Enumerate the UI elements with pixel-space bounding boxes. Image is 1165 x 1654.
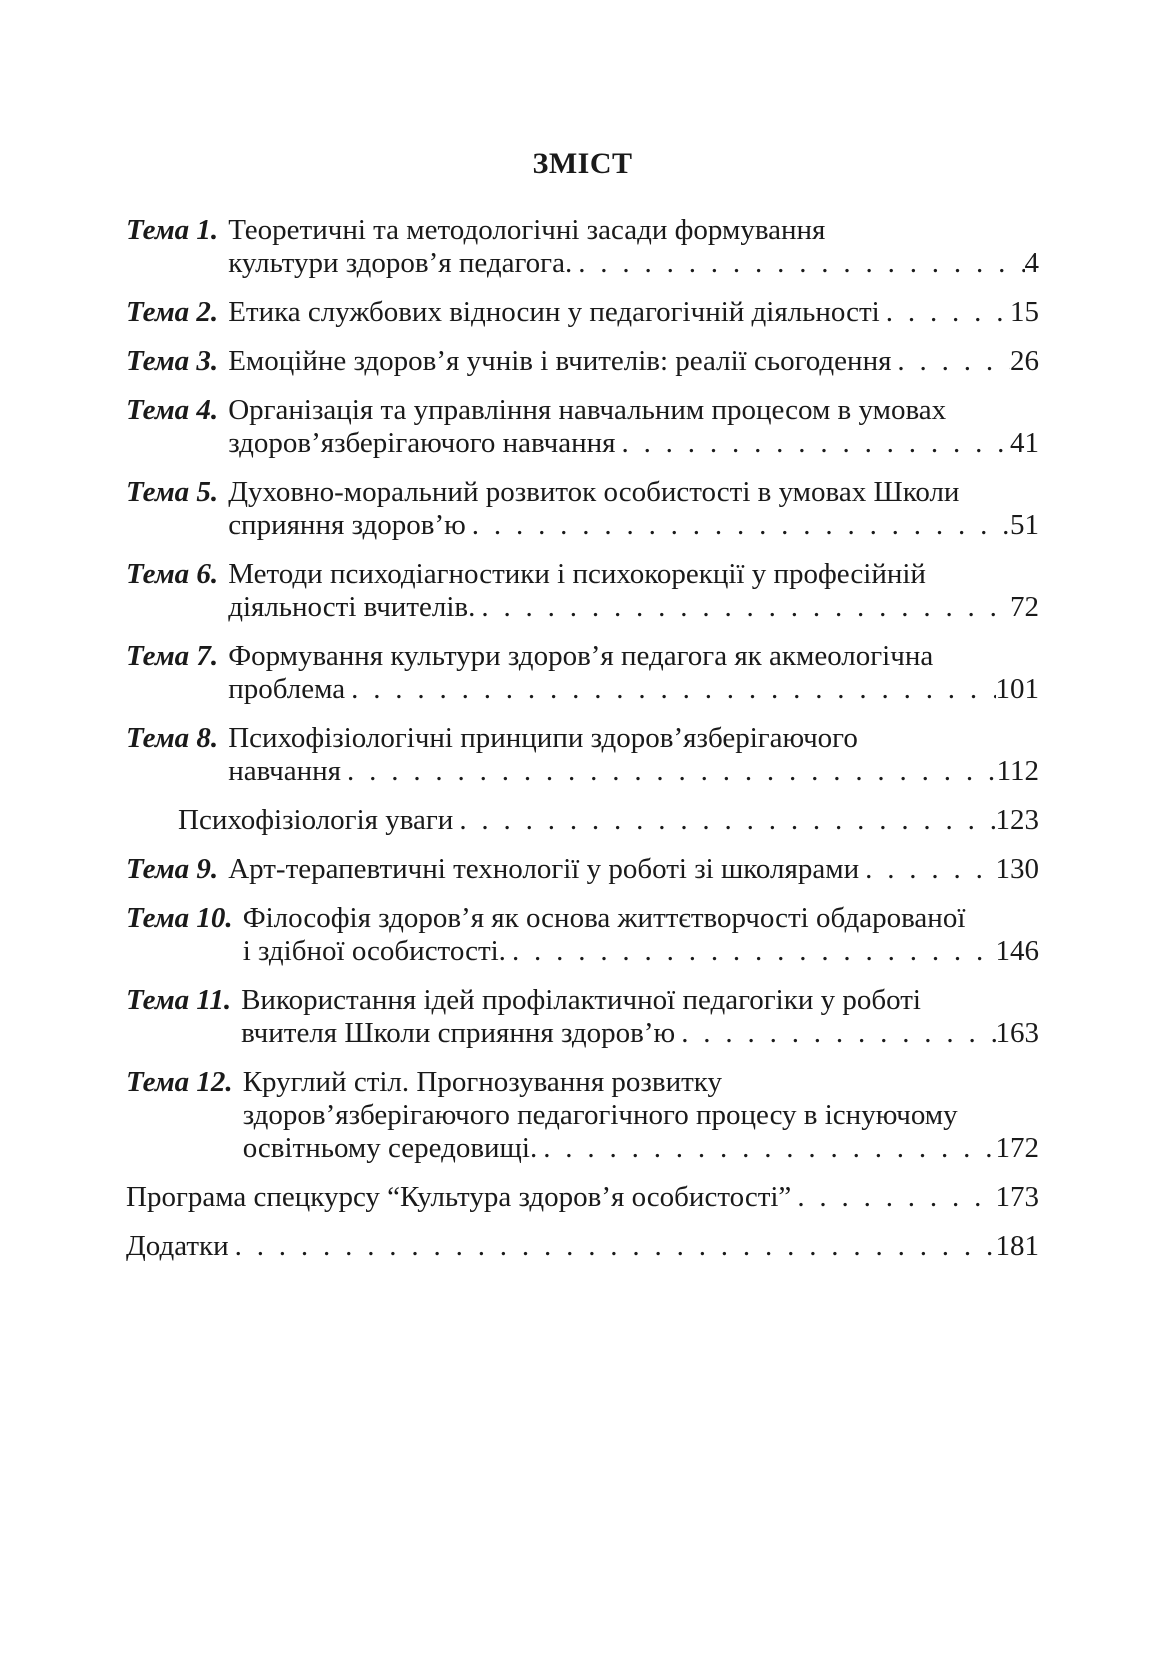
toc-entry bbox=[126, 640, 1039, 706]
dot-leader bbox=[791, 1181, 995, 1214]
toc-entry-body bbox=[228, 345, 1039, 378]
toc-entry-text: культури здоров’я педагога. bbox=[228, 247, 573, 279]
toc-entry-body bbox=[228, 640, 1039, 706]
toc-entry-label: Тема 1. bbox=[126, 214, 219, 246]
toc-entry bbox=[126, 984, 1039, 1050]
page-number: 51 bbox=[1010, 509, 1039, 541]
toc-entry-label: Тема 2. bbox=[126, 296, 219, 328]
toc-entry bbox=[126, 1181, 1039, 1214]
dot-leader bbox=[466, 509, 1010, 542]
toc-entry-body bbox=[228, 722, 1039, 788]
toc-entry-text: Круглий стіл. Прогнозування розвитку bbox=[242, 1066, 722, 1098]
page-number: 146 bbox=[995, 935, 1039, 967]
toc-entry-text: і здібної особистості. bbox=[242, 935, 506, 967]
page-number: 101 bbox=[995, 673, 1039, 705]
toc-entry-last-line bbox=[228, 427, 1039, 460]
toc-entry-body bbox=[126, 1181, 1039, 1214]
toc-entry-label: Тема 11. bbox=[126, 984, 232, 1016]
page-number: 163 bbox=[995, 1017, 1039, 1049]
toc-entry bbox=[126, 1230, 1039, 1263]
toc-entry-label: Тема 3. bbox=[126, 345, 219, 377]
toc-entry-last-line bbox=[126, 1181, 1039, 1214]
toc-entry-text: Духовно-моральний розвиток особистості в умовах Школи bbox=[228, 476, 960, 508]
dot-leader bbox=[675, 1017, 995, 1050]
toc-entry-last-line bbox=[228, 853, 1039, 886]
dot-leader bbox=[229, 1230, 996, 1263]
toc-entry-body bbox=[228, 476, 1039, 542]
dot-leader bbox=[341, 755, 997, 788]
toc-entry-body bbox=[243, 902, 1039, 968]
dot-leader bbox=[859, 853, 995, 886]
toc-entry-text: Арт-терапевтичні технології у роботі зі школярами bbox=[228, 853, 860, 885]
toc-entry-body bbox=[228, 853, 1039, 886]
toc-entry-last-line bbox=[241, 1017, 1039, 1050]
dot-leader bbox=[345, 673, 995, 706]
toc-entry-text: навчання bbox=[228, 755, 342, 787]
toc-entry-last-line bbox=[228, 673, 1039, 706]
toc-entry-body bbox=[228, 558, 1039, 624]
page-number: 26 bbox=[1010, 345, 1039, 377]
page-number: 4 bbox=[1024, 247, 1039, 279]
toc-entry-text: здоров’язберігаючого навчання bbox=[228, 427, 616, 459]
toc-entry-text: сприяння здоров’ю bbox=[228, 509, 466, 541]
toc-entry-text: проблема bbox=[228, 673, 346, 705]
toc-entry-text: Організація та управління навчальним процесом в умовах bbox=[228, 394, 947, 426]
page-number: 172 bbox=[995, 1132, 1039, 1164]
dot-leader bbox=[506, 935, 996, 968]
toc-entry-text: Емоційне здоров’я учнів і вчителів: реалії сьогодення bbox=[228, 345, 892, 377]
toc-entry-text: вчителя Школи сприяння здоров’ю bbox=[241, 1017, 676, 1049]
dot-leader bbox=[453, 804, 995, 837]
toc-entry-body bbox=[178, 804, 1039, 837]
dot-leader bbox=[475, 591, 1010, 624]
dot-leader bbox=[891, 345, 1010, 378]
toc-entry-last-line bbox=[228, 345, 1039, 378]
toc-entry bbox=[126, 804, 1039, 837]
page-number: 181 bbox=[995, 1230, 1039, 1262]
toc-entry-label: Тема 10. bbox=[126, 902, 233, 934]
toc-entry-label: Тема 12. bbox=[126, 1066, 233, 1098]
toc-entry-text: Філософія здоров’я як основа життєтворчості обдарованої bbox=[242, 902, 966, 934]
toc-entry-text: Використання ідей профілактичної педагогіки у роботі bbox=[241, 984, 921, 1016]
dot-leader bbox=[572, 247, 1024, 280]
toc-entry-body bbox=[228, 296, 1039, 329]
toc-entry-body bbox=[228, 394, 1039, 460]
toc-entry bbox=[126, 902, 1039, 968]
toc-entry-last-line bbox=[228, 296, 1039, 329]
toc-entry-text: Програма спецкурсу “Культура здоров’я особистості” bbox=[126, 1181, 792, 1213]
toc-entry-text: освітньому середовищі. bbox=[242, 1132, 538, 1164]
toc-entry-last-line bbox=[228, 247, 1039, 280]
toc-entry-body bbox=[228, 214, 1039, 280]
toc-entry-last-line bbox=[243, 1132, 1039, 1165]
toc-entry-label: Тема 8. bbox=[126, 722, 219, 754]
toc-entry-label: Тема 5. bbox=[126, 476, 219, 508]
table-of-contents bbox=[126, 214, 1039, 1279]
toc-entry-last-line bbox=[126, 1230, 1039, 1263]
toc-entry bbox=[126, 853, 1039, 886]
toc-entry-label: Тема 9. bbox=[126, 853, 219, 885]
toc-entry bbox=[126, 476, 1039, 542]
dot-leader bbox=[880, 296, 1010, 329]
toc-entry-text: Етика службових відносин у педагогічній діяльності bbox=[228, 296, 880, 328]
toc-entry-text: Психофізіологічні принципи здоров’язберігаючого bbox=[228, 722, 858, 754]
page-number: 173 bbox=[995, 1181, 1039, 1213]
page-number: 72 bbox=[1010, 591, 1039, 623]
toc-entry-label: Тема 7. bbox=[126, 640, 219, 672]
toc-entry-last-line bbox=[178, 804, 1039, 837]
toc-entry-last-line bbox=[228, 755, 1039, 788]
dot-leader bbox=[537, 1132, 995, 1165]
dot-leader bbox=[615, 427, 1010, 460]
toc-entry-text: здоров’язберігаючого педагогічного процесу в існуючому bbox=[242, 1099, 958, 1131]
page-number: 41 bbox=[1010, 427, 1039, 459]
toc-entry-text: Психофізіологія уваги bbox=[178, 804, 454, 836]
page-number: 130 bbox=[995, 853, 1039, 885]
toc-entry-text: діяльності вчителів. bbox=[228, 591, 476, 623]
page-number: 112 bbox=[996, 755, 1039, 787]
toc-entry-label: Тема 4. bbox=[126, 394, 219, 426]
toc-title: ЗМІСТ bbox=[532, 147, 633, 180]
toc-entry bbox=[126, 214, 1039, 280]
toc-entry-text: Теоретичні та методологічні засади формування bbox=[228, 214, 826, 246]
toc-entry bbox=[126, 722, 1039, 788]
toc-entry-last-line bbox=[228, 591, 1039, 624]
toc-entry bbox=[126, 394, 1039, 460]
toc-entry-body bbox=[126, 1230, 1039, 1263]
toc-entry-last-line bbox=[243, 935, 1039, 968]
toc-entry bbox=[126, 345, 1039, 378]
toc-entry-last-line bbox=[228, 509, 1039, 542]
page-number: 123 bbox=[995, 804, 1039, 836]
toc-entry-body bbox=[243, 1066, 1039, 1165]
toc-entry-text: Методи психодіагностики і психокорекції у професійній bbox=[228, 558, 926, 590]
toc-entry-text: Додатки bbox=[126, 1230, 229, 1262]
toc-entry bbox=[126, 558, 1039, 624]
toc-entry bbox=[126, 1066, 1039, 1165]
toc-entry-text: Формування культури здоров’я педагога як акмеологічна bbox=[228, 640, 934, 672]
toc-entry-body bbox=[241, 984, 1039, 1050]
toc-entry-label: Тема 6. bbox=[126, 558, 219, 590]
toc-entry bbox=[126, 296, 1039, 329]
page-number: 15 bbox=[1010, 296, 1039, 328]
